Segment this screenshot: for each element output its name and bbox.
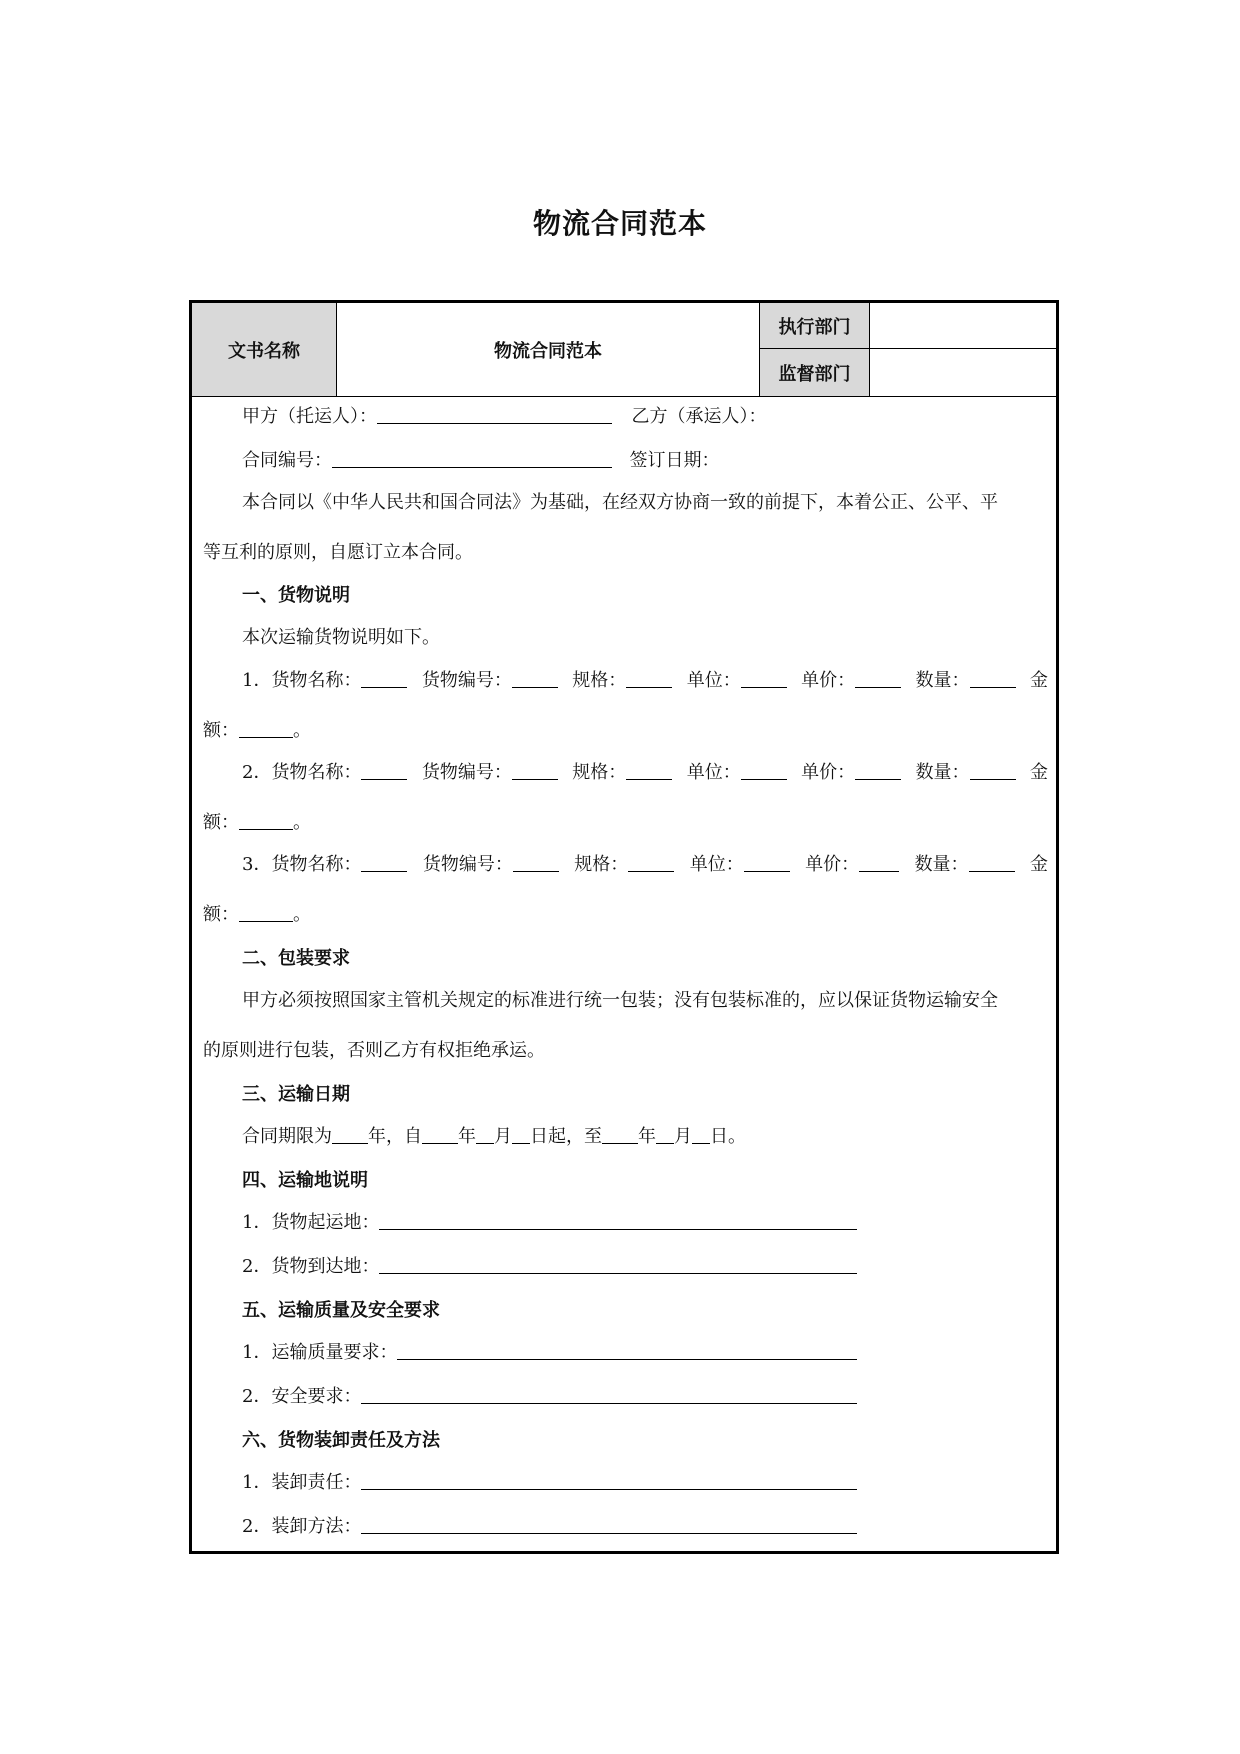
goods-amount-field[interactable] <box>239 811 293 830</box>
supervise-dept-label: 监督部门 <box>760 349 870 396</box>
period-text-8: 日。 <box>710 1126 746 1147</box>
goods-spec-label: 规格： <box>572 670 627 691</box>
goods-name-label: 货物名称： <box>271 670 362 691</box>
document-title: 物流合同范本 <box>532 207 707 240</box>
sign-date-label: 签订日期： <box>629 450 720 471</box>
goods-amount-label-a: 金 <box>1029 670 1048 691</box>
sec6-heading: 六、货物装卸责任及方法 <box>242 1430 440 1451</box>
goods-code-field[interactable] <box>513 853 559 872</box>
goods-amount-label-b: 额： <box>203 904 239 925</box>
goods-spec-label: 规格： <box>572 762 627 783</box>
period-text-5: 日起，至 <box>530 1126 602 1147</box>
goods-spec-label: 规格： <box>574 854 629 875</box>
parties-line <box>242 405 766 429</box>
sec2-line-1: 甲方必须按照国家主管机关规定的标准进行统一包装；没有包装标准的，应以保证货物运输安全 <box>242 990 998 1011</box>
origin-field[interactable] <box>379 1211 857 1230</box>
goods-amount-field[interactable] <box>239 903 293 922</box>
goods-amount-label-b: 额： <box>203 812 239 833</box>
goods-name-label: 货物名称： <box>271 854 362 875</box>
goods-code-label: 货物编号： <box>421 762 512 783</box>
party-a-label: 甲方（托运人）： <box>242 406 377 427</box>
safety-label: 2．安全要求： <box>242 1386 362 1407</box>
sec4-heading: 四、运输地说明 <box>242 1170 368 1191</box>
party-b-label: 乙方（承运人）： <box>631 406 767 427</box>
goods-qty-label: 数量： <box>914 854 969 875</box>
start-month-field[interactable] <box>476 1125 494 1144</box>
goods-unit-field[interactable] <box>741 761 787 780</box>
goods-name-label: 货物名称： <box>271 762 362 783</box>
origin-label: 1．货物起运地： <box>242 1212 380 1233</box>
doc-name-value: 物流合同范本 <box>337 303 760 396</box>
goods-amount-label-b: 额： <box>203 720 239 741</box>
goods-qty-label: 数量： <box>915 762 970 783</box>
goods-amount-label-a: 金 <box>1029 854 1048 875</box>
period-text-3: 年 <box>458 1126 476 1147</box>
goods-period: 。 <box>293 812 311 833</box>
sec5-heading: 五、运输质量及安全要求 <box>242 1300 440 1321</box>
period-text-2: 年，自 <box>368 1126 422 1147</box>
goods-row-1-amount <box>203 719 311 743</box>
goods-qty-label: 数量： <box>915 670 970 691</box>
period-text-6: 年 <box>638 1126 656 1147</box>
goods-spec-field[interactable] <box>626 669 672 688</box>
doc-name-label: 文书名称 <box>192 303 337 396</box>
start-day-field[interactable] <box>512 1125 530 1144</box>
header-table <box>192 303 1056 397</box>
safety-line <box>242 1385 857 1409</box>
period-text-7: 月 <box>674 1126 692 1147</box>
loading-method-label: 2．装卸方法： <box>242 1516 362 1537</box>
goods-code-label: 货物编号： <box>421 670 512 691</box>
goods-code-field[interactable] <box>512 669 558 688</box>
sec2-heading: 二、包装要求 <box>242 948 350 969</box>
goods-amount-label-a: 金 <box>1029 762 1048 783</box>
exec-dept-field[interactable] <box>870 303 1056 349</box>
goods-price-label: 单价： <box>801 670 856 691</box>
goods-row-1 <box>242 669 1048 693</box>
safety-field[interactable] <box>361 1385 857 1404</box>
loading-method-field[interactable] <box>361 1515 857 1534</box>
goods-unit-field[interactable] <box>744 853 790 872</box>
goods-spec-field[interactable] <box>626 761 672 780</box>
sec3-heading: 三、运输日期 <box>242 1084 350 1105</box>
goods-row-3 <box>242 853 1048 877</box>
destination-label: 2．货物到达地： <box>242 1256 380 1277</box>
loading-duty-field[interactable] <box>361 1471 857 1490</box>
destination-line <box>242 1255 857 1279</box>
goods-name-field[interactable] <box>361 761 407 780</box>
goods-unit-label: 单位： <box>686 762 741 783</box>
sec1-heading: 一、货物说明 <box>242 585 350 606</box>
quality-field[interactable] <box>397 1341 857 1360</box>
end-day-field[interactable] <box>692 1125 710 1144</box>
intro-line-2: 等互利的原则，自愿订立本合同。 <box>203 542 473 563</box>
end-year-field[interactable] <box>602 1125 638 1144</box>
loading-duty-line <box>242 1471 857 1495</box>
loading-method-line <box>242 1515 857 1539</box>
goods-item-no: 2． <box>242 762 272 783</box>
goods-amount-field[interactable] <box>239 719 293 738</box>
goods-price-field[interactable] <box>855 669 901 688</box>
contract-frame <box>189 300 1059 1554</box>
party-a-field[interactable] <box>377 405 612 424</box>
period-text-1: 合同期限为 <box>242 1126 332 1147</box>
supervise-dept-field[interactable] <box>870 349 1056 396</box>
sec2-line-2: 的原则进行包装，否则乙方有权拒绝承运。 <box>203 1040 545 1061</box>
quality-line <box>242 1341 857 1365</box>
goods-item-no: 3． <box>242 854 272 875</box>
goods-price-field[interactable] <box>855 761 901 780</box>
start-year-field[interactable] <box>422 1125 458 1144</box>
contract-no-line <box>242 449 719 473</box>
destination-field[interactable] <box>379 1255 857 1274</box>
loading-duty-label: 1．装卸责任： <box>242 1472 362 1493</box>
goods-name-field[interactable] <box>361 853 407 872</box>
goods-price-label: 单价： <box>801 762 856 783</box>
goods-spec-field[interactable] <box>628 853 674 872</box>
goods-period: 。 <box>293 720 311 741</box>
goods-code-label: 货物编号： <box>422 854 513 875</box>
end-month-field[interactable] <box>656 1125 674 1144</box>
exec-dept-label: 执行部门 <box>760 303 870 349</box>
goods-period: 。 <box>293 904 311 925</box>
goods-qty-field[interactable] <box>970 669 1016 688</box>
contract-no-field[interactable] <box>332 449 612 468</box>
goods-price-field[interactable] <box>859 853 899 872</box>
intro-line-1: 本合同以《中华人民共和国合同法》为基础，在经双方协商一致的前提下，本着公正、公平、平 <box>242 492 998 513</box>
origin-line <box>242 1211 857 1235</box>
goods-name-field[interactable] <box>361 669 407 688</box>
goods-row-2-amount <box>203 811 311 835</box>
goods-code-field[interactable] <box>512 761 558 780</box>
period-text-4: 月 <box>494 1126 512 1147</box>
goods-price-label: 单价： <box>805 854 860 875</box>
contract-no-label: 合同编号： <box>242 450 332 471</box>
sec1-intro: 本次运输货物说明如下。 <box>242 627 440 648</box>
quality-label: 1．运输质量要求： <box>242 1342 398 1363</box>
goods-unit-field[interactable] <box>741 669 787 688</box>
period-years-field[interactable] <box>332 1125 368 1144</box>
goods-unit-label: 单位： <box>686 670 741 691</box>
goods-qty-field[interactable] <box>970 761 1016 780</box>
goods-qty-field[interactable] <box>969 853 1015 872</box>
goods-row-3-amount <box>203 903 311 927</box>
contract-period-line <box>242 1125 746 1149</box>
goods-row-2 <box>242 761 1048 785</box>
goods-unit-label: 单位： <box>689 854 744 875</box>
goods-item-no: 1． <box>242 670 272 691</box>
